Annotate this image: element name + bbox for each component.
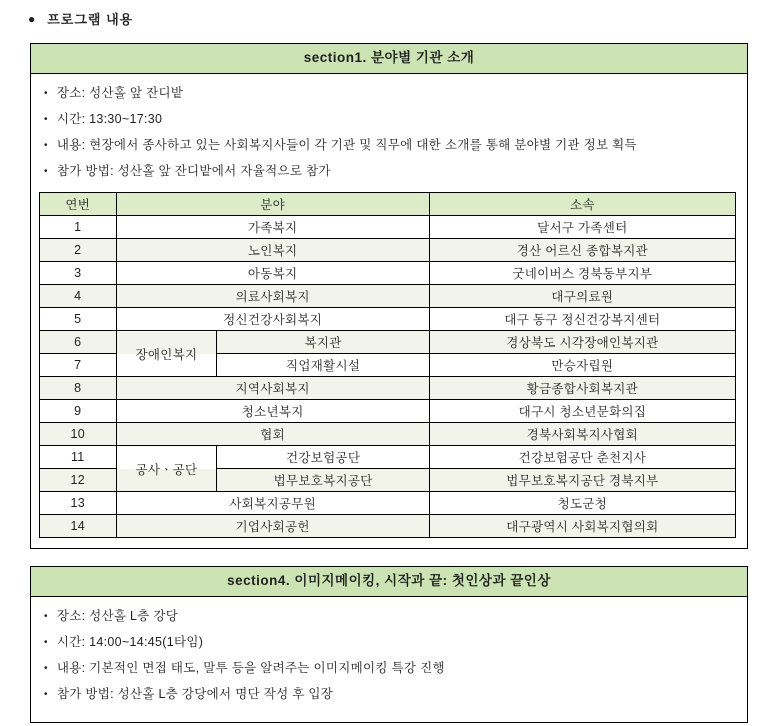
cell-org: 황금종합사회복지관 [429,377,735,400]
cell-field: 복지관 [217,331,429,354]
cell-no: 8 [40,377,117,400]
cell-no: 7 [40,354,117,377]
cell-field: 직업재활시설 [217,354,429,377]
bullet-icon: • [44,166,48,177]
bullet-item [44,81,735,107]
cell-org: 건강보험공단 춘천지사 [429,446,735,469]
table-row [40,446,736,469]
cell-no: 1 [40,216,117,239]
cell-no: 14 [40,515,117,538]
cell-field: 아동복지 [116,262,429,285]
organization-table [39,192,736,538]
cell-no: 6 [40,331,117,354]
bullet-item [44,682,735,708]
bullet-text: 내용: 기본적인 면접 태도, 말투 등을 알려주는 이미지메이킹 특강 진행 [56,661,445,675]
bullet-item [44,133,735,159]
table-row [40,262,736,285]
table-row [40,492,736,515]
cell-org: 경북사회복지사협회 [429,423,735,446]
bullet-text: 시간: 13:30~17:30 [56,112,163,126]
section4-bullet-list [31,597,747,722]
section1-title: section1. 분야별 기관 소개 [31,44,747,74]
cell-field: 건강보험공단 [217,446,429,469]
table-row [40,331,736,354]
bullet-item [44,656,735,682]
cell-org: 법무보호복지공단 경북지부 [429,469,735,492]
cell-field: 가족복지 [116,216,429,239]
table-row [40,216,736,239]
bullet-text: 참가 방법: 성산홀 L층 강당에서 명단 작성 후 입장 [56,687,334,701]
page-title-label: 프로그램 내용 [47,12,134,27]
cell-field: 기업사회공헌 [116,515,429,538]
cell-org: 대구 동구 정신건강복지센터 [429,308,735,331]
page-title [28,9,769,28]
bullet-icon: • [44,663,48,674]
cell-field: 지역사회복지 [116,377,429,400]
cell-no: 13 [40,492,117,515]
bullet-text: 장소: 성산홀 앞 잔디밭 [56,86,184,100]
bullet-item [44,159,735,185]
cell-org: 대구광역시 사회복지협의회 [429,515,735,538]
col-header-org: 소속 [429,193,735,216]
cell-field: 협회 [116,423,429,446]
cell-no: 11 [40,446,117,469]
section1-box [30,43,748,549]
cell-org: 굿네이버스 경북동부지부 [429,262,735,285]
bullet-icon: ● [28,11,37,26]
cell-no: 2 [40,239,117,262]
cell-org: 대구의료원 [429,285,735,308]
col-header-no: 연번 [40,193,117,216]
bullet-item [44,630,735,656]
cell-no: 9 [40,400,117,423]
cell-field-group: 장애인복지 [116,331,217,377]
bullet-text: 시간: 14:00~14:45(1타임) [56,635,204,649]
section1-bullet-list [31,74,747,190]
cell-field: 사회복지공무원 [116,492,429,515]
bullet-icon: • [44,689,48,700]
cell-field: 정신건강사회복지 [116,308,429,331]
bullet-item [44,107,735,133]
bullet-text: 참가 방법: 성산홀 앞 잔디밭에서 자율적으로 참가 [56,164,331,178]
cell-org: 청도군청 [429,492,735,515]
table-row [40,285,736,308]
cell-org: 경상북도 시각장애인복지관 [429,331,735,354]
table-row [40,239,736,262]
bullet-icon: • [44,140,48,151]
cell-org: 경산 어르신 종합복지관 [429,239,735,262]
table-row [40,423,736,446]
bullet-icon: • [44,114,48,125]
bullet-text: 장소: 성산홀 L층 강당 [56,609,179,623]
cell-org: 달서구 가족센터 [429,216,735,239]
cell-field-group: 공사ㆍ공단 [116,446,217,492]
cell-no: 12 [40,469,117,492]
table-row [40,308,736,331]
table-header-row [40,193,736,216]
section4-box [30,566,748,723]
cell-field: 노인복지 [116,239,429,262]
bullet-icon: • [44,88,48,99]
cell-org: 만승자립원 [429,354,735,377]
table-row [40,400,736,423]
cell-no: 10 [40,423,117,446]
cell-field: 청소년복지 [116,400,429,423]
table-row [40,377,736,400]
cell-no: 3 [40,262,117,285]
cell-no: 5 [40,308,117,331]
bullet-icon: • [44,637,48,648]
bullet-icon: • [44,611,48,622]
cell-org: 대구시 청소년문화의집 [429,400,735,423]
col-header-field: 분야 [116,193,429,216]
cell-no: 4 [40,285,117,308]
cell-field: 의료사회복지 [116,285,429,308]
table-row [40,515,736,538]
bullet-item [44,604,735,630]
bullet-text: 내용: 현장에서 종사하고 있는 사회복지사들이 각 기관 및 직무에 대한 소개를 통해 분야별 기관 정보 획득 [56,138,637,152]
cell-field: 법무보호복지공단 [217,469,429,492]
section4-title: section4. 이미지메이킹, 시작과 끝: 첫인상과 끝인상 [31,567,747,597]
